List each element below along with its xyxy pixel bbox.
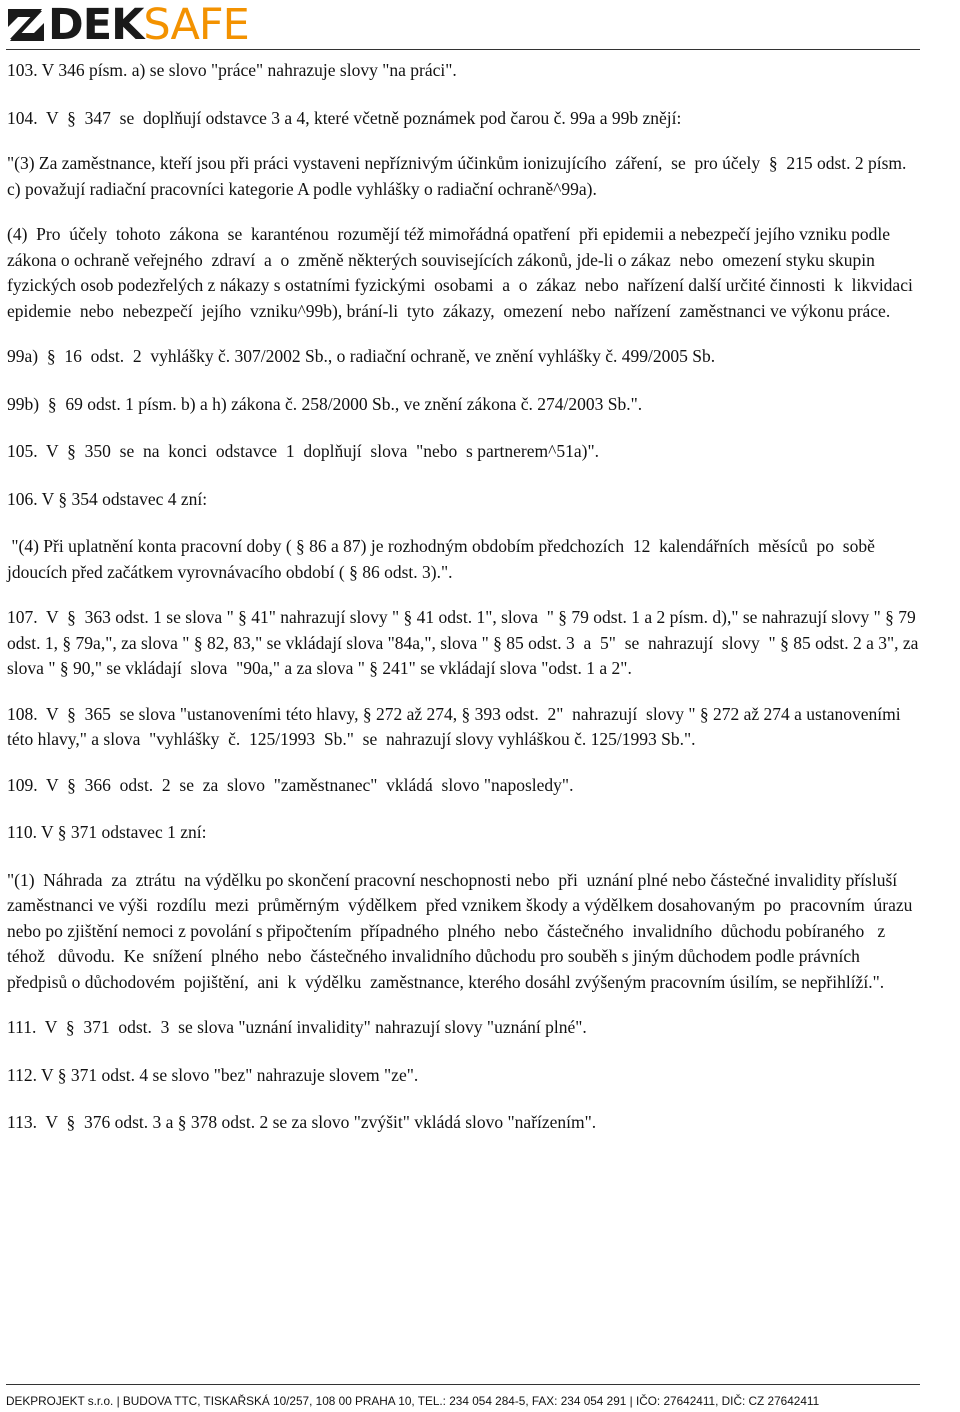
paragraph-107: 107. V § 363 odst. 1 se slova " § 41" nahrazují slovy " § 41 odst. 1", slova " § 79 odst. 1 a 2 písm. d)," se nahrazují slovy " § 79 odst. 1, § 79a,", za slova " § 82, 83," se vkládají slova "84a,", slova " § 85 odst. 3 a 5" se nahrazují slovy " § 85 odst. 2 a 3", za slova " § 90," se vkládají slova "90a," a za slova " § 241" se vkládají slova "odst. 1 a 2". (7, 607, 923, 678)
paragraph-106-text: "(4) Při uplatnění konta pracovní doby ( § 86 a 87) je rozhodným obdobím předchozích 12 kalendářních měsíců po sobě jdoucích před začátkem vyrovnávacího období ( § 86 odst. 3).". (7, 536, 884, 582)
page-header (0, 0, 960, 52)
paragraph-110-text: "(1) Náhrada za ztrátu na výdělku po skončení pracovní neschopnosti nebo při uznání plné nebo částečné invalidity přísluší zaměstnanci ve výši rozdílu mezi průměrným výdělkem před vznikem škody a výdělkem dosahovaným po pracovním úrazu nebo po zjištění nemoci z povolání s připočtením případného plného nebo částečného invalidního důchodu pobíraného z téhož důvodu. Ke snížení plného nebo částečného invalidního důchodu pro souběh s jiným důchodem podle právních předpisů o důchodovém pojištění, ani k výdělku zaměstnance, kterého dosáhl zvýšeným pracovním úsilím, se nepřihlíží.". (7, 869, 922, 992)
paragraph-111: 111. V § 371 odst. 3 se slova "uznání invalidity" nahrazují slovy "uznání plné". (7, 1017, 587, 1037)
paragraph-112: 112. V § 371 odst. 4 se slovo "bez" nahrazuje slovem "ze". (7, 1064, 419, 1085)
paragraph-104-subsection-3: "(3) Za zaměstnance, kteří jsou při práci vystaveni nepříznivým účinkům ionizujícího záření, se pro účely § 215 odst. 2 písm. c) považují radiační pracovníci kategorie A podle vyhlášky o radiační ochraně^99a). (7, 153, 911, 199)
paragraph-109: 109. V § 366 odst. 2 se za slovo "zaměstnanec" vkládá slovo "naposledy". (7, 774, 574, 795)
document-body (7, 58, 923, 1136)
paragraph-105: 105. V § 350 se na konci odstavce 1 doplňují slova "nebo s partnerem^51a)". (7, 441, 599, 461)
footnote-99b: 99b) § 69 odst. 1 písm. b) a h) zákona č. 258/2000 Sb., ve znění zákona č. 274/2003 Sb.". (7, 393, 643, 414)
brand-name-bold: DEK (48, 0, 144, 50)
paragraph-104-subsection-4: (4) Pro účely tohoto zákona se karanténou rozumějí též mimořádná opatření při epidemii a nebezpečí jejího vzniku podle zákona o ochraně veřejného zdraví a o změně některých souvisejících zákonů, jde-li o zákaz nebo omezení styku skupin fyzických osob podezřelých z nákazy s ostatními fyzickými osobami a o zákaz nebo nařízení další určité činnosti k likvidaci epidemie nebo nebezpečí jejího vzniku^99b), brání-li tyto zákazy, omezení nebo nařízení zaměstnanci ve výkonu práce. (7, 224, 922, 321)
paragraph-106: 106. V § 354 odstavec 4 zní: (7, 488, 208, 509)
brand-logo (6, 0, 249, 50)
paragraph-103: 103. V 346 písm. a) se slovo "práce" nahrazuje slovy "na práci". (7, 60, 457, 80)
paragraph-110: 110. V § 371 odstavec 1 zní: (7, 822, 207, 842)
paragraph-108: 108. V § 365 se slova "ustanoveními této hlavy, § 272 až 274, § 393 odst. 2" nahrazují slovy " § 272 až 274 a ustanoveními této hlavy," a slova "vyhlášky č. 125/1993 Sb." se nahrazují slovy vyhláškou č. 125/1993 Sb.". (7, 703, 905, 749)
paragraph-113: 113. V § 376 odst. 3 a § 378 odst. 2 se za slovo "zvýšit" vkládá slovo "nařízením". (7, 1112, 597, 1132)
page-footer: DEKPROJEKT s.r.o. | BUDOVA TTC, TISKAŘSKÁ 10/257, 108 00 PRAHA 10, TEL.: 234 054 284-5, FAX: 234 054 291 | IČO: 27642411, DIČ: CZ 27642411 (6, 1394, 820, 1408)
paragraph-104: 104. V § 347 se doplňují odstavce 3 a 4, které včetně poznámek pod čarou č. 99a a 99b znějí: (7, 107, 682, 128)
footnote-99a: 99a) § 16 odst. 2 vyhlášky č. 307/2002 Sb., o radiační ochraně, ve znění vyhlášky č. 499/2005 Sb. (7, 346, 716, 366)
footer-divider (6, 1384, 920, 1385)
header-divider (6, 49, 920, 50)
dek-z-logo-icon (6, 5, 46, 45)
brand-name-accent: SAFE (143, 0, 249, 50)
